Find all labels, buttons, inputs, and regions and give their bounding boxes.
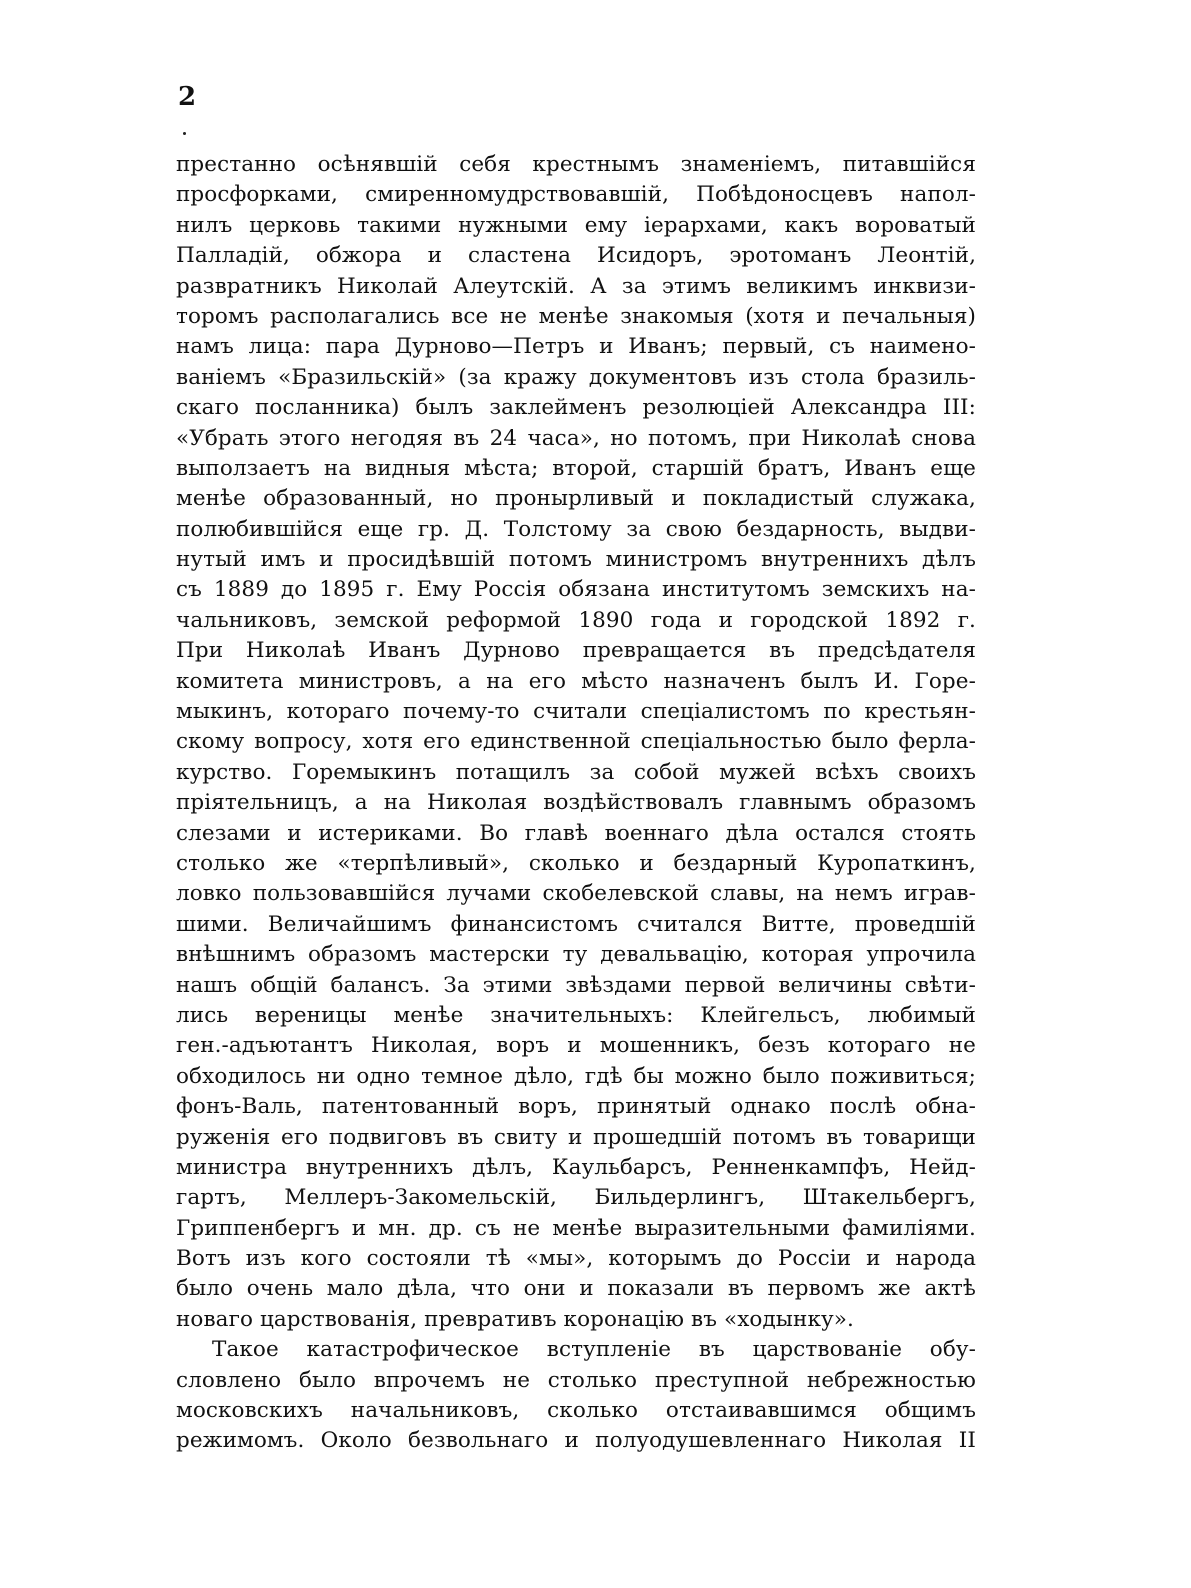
- text-line: ген.-адъютантъ Николая, воръ и мошенникъ, безъ котораго не: [176, 1033, 976, 1059]
- text-line: гартъ, Меллеръ-Закомельскій, Бильдерлингъ, Штакельбергъ,: [176, 1185, 976, 1211]
- text-line: столько же «терпѣливый», сколько и бездарный Куропаткинъ,: [176, 850, 976, 876]
- paragraph-2: [176, 1335, 976, 1457]
- text-line: выползаетъ на видныя мѣста; второй, старшій братъ, Иванъ еще: [176, 455, 976, 481]
- text-line: руженія его подвиговъ въ свиту и прошедшій потомъ въ товарищи: [176, 1124, 976, 1150]
- text-line: съ 1889 до 1895 г. Ему Россія обязана институтомъ земскихъ на-: [176, 577, 976, 603]
- text-line: Вотъ изъ кого состояли тѣ «мы», которымъ до Россіи и народа: [176, 1246, 976, 1272]
- page-number: 2: [178, 82, 197, 112]
- text-line: полюбившійся еще гр. Д. Толстому за свою бездарность, выдви-: [176, 516, 976, 542]
- text-line: скаго посланника) былъ заклейменъ резолюціей Александра III:: [176, 395, 976, 421]
- text-line: шими. Величайшимъ финансистомъ считался Витте, проведшій: [176, 911, 976, 937]
- page-body-text: [176, 150, 976, 1457]
- text-line: просфорками, смиренномудрствовавшій, Побѣдоносцевъ напол-: [176, 182, 976, 208]
- text-line: «Убрать этого негодяя въ 24 часа», но потомъ, при Николаѣ снова: [176, 425, 976, 451]
- text-line: торомъ располагались все не менѣе знакомыя (хотя и печальныя): [176, 303, 976, 329]
- text-line: Палладій, обжора и сластена Исидоръ, эротоманъ Леонтій,: [176, 243, 976, 269]
- text-line: развратникъ Николай Алеутскій. А за этимъ великимъ инквизи-: [176, 273, 976, 299]
- text-line: обходилось ни одно темное дѣло, гдѣ бы можно было поживиться;: [176, 1063, 976, 1089]
- text-line: Такое катастрофическое вступленіе въ царствованіе обу-: [212, 1337, 976, 1363]
- text-line: пріятельницъ, а на Николая воздѣйствовалъ главнымъ образомъ: [176, 790, 976, 816]
- text-line: мыкинъ, котораго почему-то считали спеціалистомъ по крестьян-: [176, 699, 976, 725]
- text-line: слезами и истериками. Во главѣ военнаго дѣла остался стоять: [176, 820, 976, 846]
- text-line: престанно осѣнявшій себя крестнымъ знаменіемъ, питавшійся: [176, 152, 976, 177]
- text-line: нилъ церковь такими нужными ему іерархами, какъ вороватый: [176, 212, 976, 238]
- text-line: чальниковъ, земской реформой 1890 года и городской 1892 г.: [176, 607, 976, 633]
- text-line: лись вереницы менѣе значительныхъ: Клейгельсъ, любимый: [176, 1002, 976, 1028]
- text-line: нутый имъ и просидѣвшій потомъ министромъ внутреннихъ дѣлъ: [176, 547, 976, 573]
- text-line: министра внутреннихъ дѣлъ, Каульбарсъ, Ренненкампфъ, Нейд-: [176, 1154, 976, 1180]
- text-line: нашъ общій балансъ. За этими звѣздами первой величины свѣти-: [176, 972, 976, 998]
- text-line: новаго царствованія, превративъ коронацію въ «ходынку».: [176, 1306, 854, 1332]
- text-line: режимомъ. Около безвольнаго и полуодушевленнаго Николая II: [176, 1428, 976, 1454]
- paragraph-1: [176, 150, 976, 1335]
- text-line: внѣшнимъ образомъ мастерски ту девальвацію, которая упрочила: [176, 942, 976, 968]
- text-line: ваніемъ «Бразильскій» (за кражу документовъ изъ стола бразиль-: [176, 364, 976, 390]
- text-line: намъ лица: пара Дурново—Петръ и Иванъ; первый, съ наимено-: [176, 334, 976, 360]
- text-line: московскихъ начальниковъ, сколько отстаивавшимся общимъ: [176, 1398, 976, 1424]
- text-line: При Николаѣ Иванъ Дурново превращается въ предсѣдателя: [176, 638, 976, 664]
- text-line: ловко пользовавшійся лучами скобелевской славы, на немъ играв-: [176, 881, 976, 907]
- print-speck: [183, 132, 186, 135]
- text-line: было очень мало дѣла, что они и показали въ первомъ же актѣ: [176, 1276, 976, 1302]
- text-line: фонъ-Валь, патентованный воръ, принятый однако послѣ обна-: [176, 1094, 976, 1120]
- text-line: курство. Горемыкинъ потащилъ за собой мужей всѣхъ своихъ: [176, 759, 976, 785]
- text-line: скому вопросу, хотя его единственной спеціальностью было ферла-: [176, 729, 976, 755]
- text-line: менѣе образованный, но пронырливый и покладистый служака,: [176, 486, 976, 512]
- text-line: словлено было впрочемъ не столько преступной небрежностью: [176, 1367, 976, 1393]
- text-line: комитета министровъ, а на его мѣсто назначенъ былъ И. Горе-: [176, 668, 976, 694]
- text-line: Гриппенбергъ и мн. др. съ не менѣе выразительными фамиліями.: [176, 1215, 976, 1241]
